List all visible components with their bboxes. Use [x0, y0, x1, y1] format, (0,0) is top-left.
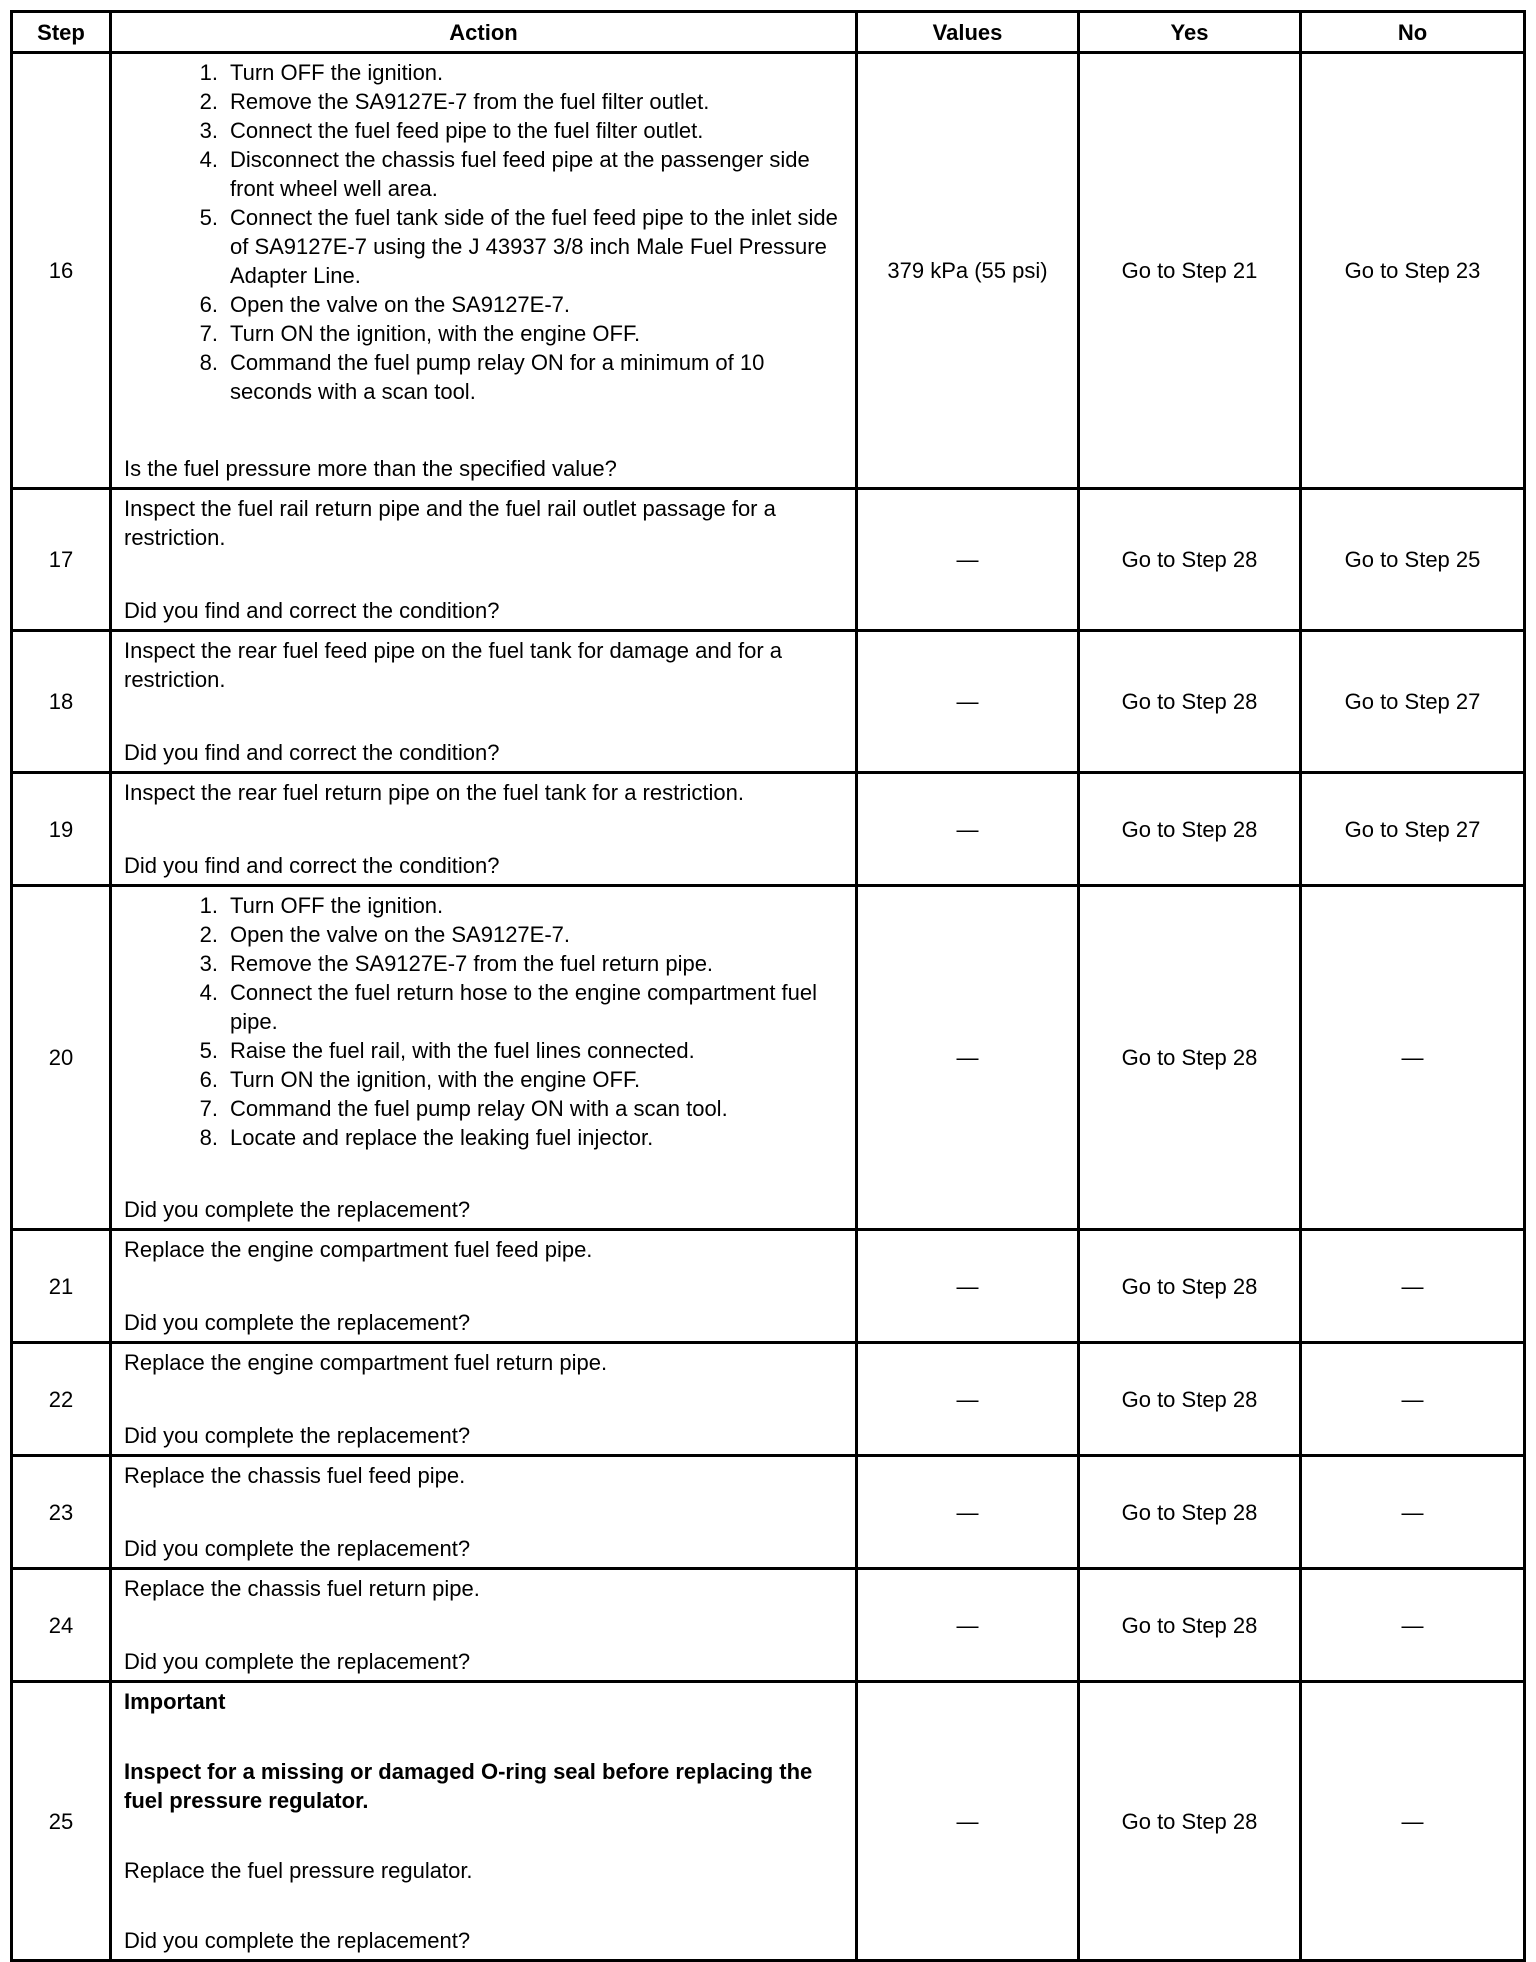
- procedure-step: [124, 58, 843, 87]
- no-cell: Go to Step 23: [1301, 53, 1525, 489]
- procedure-step-text: Turn ON the ignition, with the engine OFF.: [230, 321, 641, 346]
- procedure-step-number: 4.: [199, 980, 218, 1005]
- action-question: Did you complete the replacement?: [124, 1310, 471, 1335]
- step-number: 21: [12, 1230, 111, 1343]
- procedure-step-number: 2.: [199, 89, 218, 114]
- header-step: Step: [12, 12, 111, 53]
- procedure-step-number: 7.: [199, 321, 218, 346]
- action-cell: [111, 1343, 857, 1456]
- action-question: Did you find and correct the condition?: [124, 740, 500, 765]
- table-row: [12, 631, 1525, 773]
- procedure-step-number: 8.: [199, 350, 218, 375]
- step-number: 23: [12, 1456, 111, 1569]
- action-question: Did you complete the replacement?: [124, 1928, 471, 1953]
- procedure-step: [124, 949, 843, 978]
- action-question: Is the fuel pressure more than the specified value?: [124, 456, 617, 481]
- procedure-step-number: 3.: [199, 951, 218, 976]
- yes-cell: Go to Step 28: [1079, 489, 1301, 631]
- procedure-step-text: Raise the fuel rail, with the fuel lines connected.: [230, 1038, 695, 1063]
- action-cell: [111, 1569, 857, 1682]
- value-cell: 379 kPa (55 psi): [857, 53, 1079, 489]
- procedure-step: [124, 290, 843, 319]
- yes-cell: Go to Step 28: [1079, 1569, 1301, 1682]
- value-cell: —: [857, 631, 1079, 773]
- procedure-step: [124, 920, 843, 949]
- header-no: No: [1301, 12, 1525, 53]
- action-text: Inspect the rear fuel feed pipe on the fuel tank for damage and for a restriction.: [124, 638, 782, 692]
- table-row: [12, 773, 1525, 886]
- procedure-step-text: Command the fuel pump relay ON with a scan tool.: [230, 1096, 728, 1121]
- no-cell: Go to Step 25: [1301, 489, 1525, 631]
- value-cell: —: [857, 886, 1079, 1230]
- procedure-step-text: Remove the SA9127E-7 from the fuel return pipe.: [230, 951, 714, 976]
- procedure-step: [124, 1036, 843, 1065]
- procedure-step-text: Turn ON the ignition, with the engine OFF.: [230, 1067, 641, 1092]
- procedure-step-number: 8.: [199, 1125, 218, 1150]
- yes-cell: Go to Step 28: [1079, 1456, 1301, 1569]
- procedure-step-text: Locate and replace the leaking fuel injector.: [230, 1125, 654, 1150]
- procedure-step-text: Open the valve on the SA9127E-7.: [230, 292, 571, 317]
- procedure-step: [124, 319, 843, 348]
- header-values: Values: [857, 12, 1079, 53]
- action-text: Replace the engine compartment fuel return pipe.: [124, 1350, 608, 1375]
- value-cell: —: [857, 773, 1079, 886]
- procedure-step: [124, 87, 843, 116]
- table-row: [12, 1230, 1525, 1343]
- header-action: Action: [111, 12, 857, 53]
- procedure-list: [124, 58, 843, 406]
- procedure-step: [124, 1065, 843, 1094]
- yes-cell: Go to Step 28: [1079, 1682, 1301, 1961]
- procedure-step-text: Command the fuel pump relay ON for a minimum of 10 seconds with a scan tool.: [230, 350, 765, 404]
- action-cell: [111, 1682, 857, 1961]
- action-cell: [111, 886, 857, 1230]
- important-notice: Inspect for a missing or damaged O-ring seal before replacing the fuel pressure regulator.: [124, 1759, 813, 1813]
- action-question: Did you complete the replacement?: [124, 1536, 471, 1561]
- no-cell: Go to Step 27: [1301, 631, 1525, 773]
- action-text: Replace the fuel pressure regulator.: [124, 1858, 473, 1883]
- procedure-step: [124, 978, 843, 1036]
- table-row: [12, 886, 1525, 1230]
- table-row: [12, 1343, 1525, 1456]
- action-text: Replace the chassis fuel return pipe.: [124, 1576, 480, 1601]
- diagnostic-table: [10, 10, 1526, 1962]
- step-number: 16: [12, 53, 111, 489]
- procedure-step-text: Turn OFF the ignition.: [230, 893, 444, 918]
- procedure-step-text: Open the valve on the SA9127E-7.: [230, 922, 571, 947]
- no-cell: —: [1301, 1569, 1525, 1682]
- procedure-step-text: Connect the fuel return hose to the engine compartment fuel pipe.: [230, 980, 818, 1034]
- procedure-step-text: Disconnect the chassis fuel feed pipe at the passenger side front wheel well area.: [230, 147, 810, 201]
- step-number: 19: [12, 773, 111, 886]
- table-row: [12, 1682, 1525, 1961]
- procedure-step: [124, 145, 843, 203]
- no-cell: Go to Step 27: [1301, 773, 1525, 886]
- procedure-step-number: 2.: [199, 922, 218, 947]
- action-cell: [111, 773, 857, 886]
- procedure-step-number: 4.: [199, 147, 218, 172]
- table-row: [12, 53, 1525, 489]
- no-cell: —: [1301, 1343, 1525, 1456]
- table-row: [12, 1456, 1525, 1569]
- header-yes: Yes: [1079, 12, 1301, 53]
- yes-cell: Go to Step 28: [1079, 773, 1301, 886]
- value-cell: —: [857, 1682, 1079, 1961]
- action-question: Did you complete the replacement?: [124, 1423, 471, 1448]
- procedure-step-text: Turn OFF the ignition.: [230, 60, 444, 85]
- step-number: 20: [12, 886, 111, 1230]
- action-cell: [111, 53, 857, 489]
- table-row: [12, 1569, 1525, 1682]
- header-row: [12, 12, 1525, 53]
- yes-cell: Go to Step 28: [1079, 1230, 1301, 1343]
- procedure-step-text: Connect the fuel feed pipe to the fuel filter outlet.: [230, 118, 704, 143]
- yes-cell: Go to Step 28: [1079, 886, 1301, 1230]
- step-number: 22: [12, 1343, 111, 1456]
- procedure-step: [124, 1094, 843, 1123]
- action-text: Inspect the fuel rail return pipe and the fuel rail outlet passage for a restriction.: [124, 496, 776, 550]
- step-number: 17: [12, 489, 111, 631]
- value-cell: —: [857, 1343, 1079, 1456]
- action-text: Replace the engine compartment fuel feed pipe.: [124, 1237, 593, 1262]
- procedure-step-number: 6.: [199, 1067, 218, 1092]
- step-number: 25: [12, 1682, 111, 1961]
- action-cell: [111, 489, 857, 631]
- value-cell: —: [857, 1230, 1079, 1343]
- procedure-list: [124, 891, 843, 1152]
- procedure-step-number: 7.: [199, 1096, 218, 1121]
- action-text: Replace the chassis fuel feed pipe.: [124, 1463, 466, 1488]
- procedure-step: [124, 116, 843, 145]
- procedure-step: [124, 203, 843, 290]
- procedure-step-number: 1.: [199, 893, 218, 918]
- no-cell: —: [1301, 1682, 1525, 1961]
- step-number: 18: [12, 631, 111, 773]
- value-cell: —: [857, 1569, 1079, 1682]
- procedure-step-text: Remove the SA9127E-7 from the fuel filter outlet.: [230, 89, 710, 114]
- action-question: Did you find and correct the condition?: [124, 598, 500, 623]
- procedure-step: [124, 1123, 843, 1152]
- action-cell: [111, 1230, 857, 1343]
- table-row: [12, 489, 1525, 631]
- no-cell: —: [1301, 1456, 1525, 1569]
- procedure-step-text: Connect the fuel tank side of the fuel feed pipe to the inlet side of SA9127E-7 using the J 43937 3/8 inch Male Fuel Pressure Adapter Line.: [230, 205, 838, 288]
- action-cell: [111, 631, 857, 773]
- value-cell: —: [857, 489, 1079, 631]
- procedure-step-number: 6.: [199, 292, 218, 317]
- action-cell: [111, 1456, 857, 1569]
- procedure-step-number: 3.: [199, 118, 218, 143]
- value-cell: —: [857, 1456, 1079, 1569]
- procedure-step-number: 5.: [199, 205, 218, 230]
- yes-cell: Go to Step 28: [1079, 1343, 1301, 1456]
- action-question: Did you find and correct the condition?: [124, 853, 500, 878]
- yes-cell: Go to Step 28: [1079, 631, 1301, 773]
- procedure-step: [124, 891, 843, 920]
- important-heading: Important: [124, 1689, 226, 1714]
- action-text: Inspect the rear fuel return pipe on the fuel tank for a restriction.: [124, 780, 745, 805]
- procedure-step-number: 1.: [199, 60, 218, 85]
- step-number: 24: [12, 1569, 111, 1682]
- action-question: Did you complete the replacement?: [124, 1649, 471, 1674]
- procedure-step-number: 5.: [199, 1038, 218, 1063]
- procedure-step: [124, 348, 843, 406]
- yes-cell: Go to Step 21: [1079, 53, 1301, 489]
- action-question: Did you complete the replacement?: [124, 1197, 471, 1222]
- no-cell: —: [1301, 886, 1525, 1230]
- no-cell: —: [1301, 1230, 1525, 1343]
